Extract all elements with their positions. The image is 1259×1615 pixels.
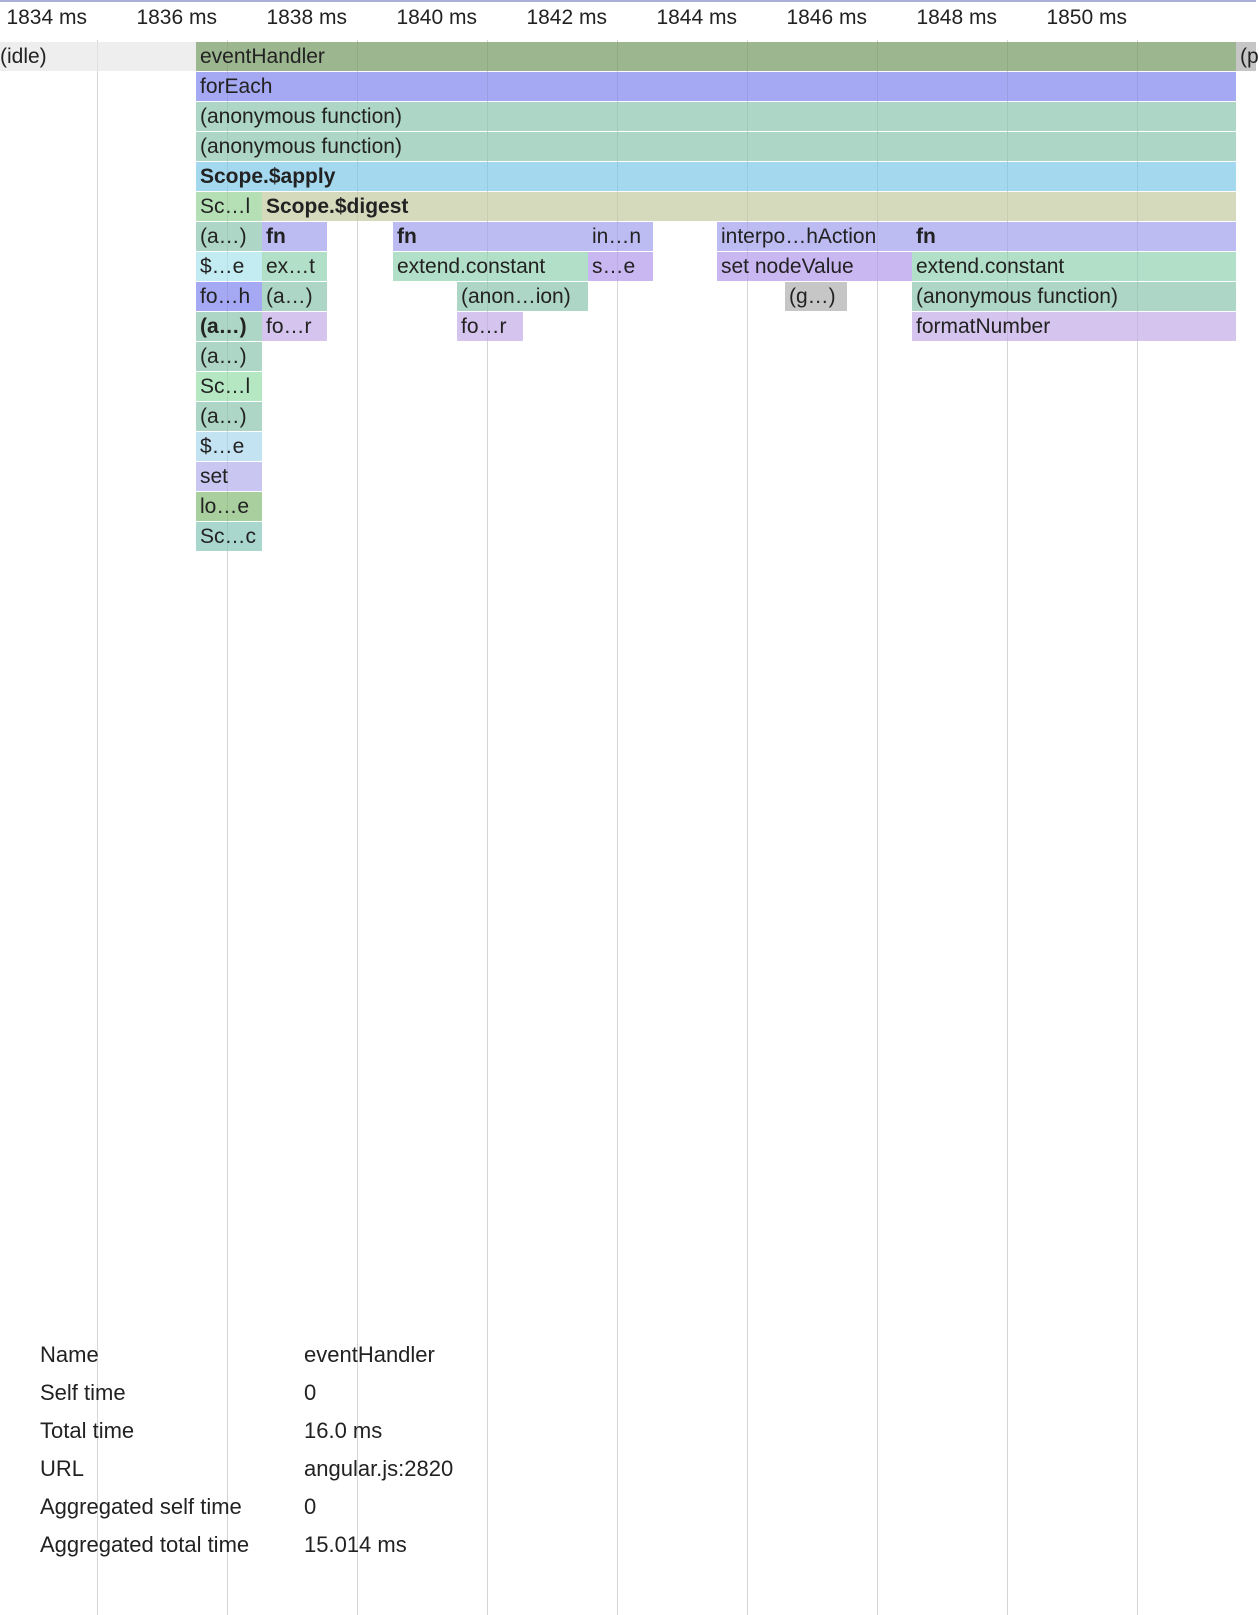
flame-frame[interactable]: (a…)	[196, 222, 262, 251]
detail-value: eventHandler	[304, 1342, 435, 1367]
flame-frame[interactable]: fn	[262, 222, 327, 251]
flame-frame[interactable]: Sc…c	[196, 522, 262, 551]
ruler-tick-label: 1850 ms	[1046, 6, 1127, 29]
flame-frame[interactable]: extend.constant	[393, 252, 588, 281]
detail-value: 0	[304, 1380, 317, 1405]
flame-frame[interactable]: (anonymous function)	[912, 282, 1236, 311]
detail-value: 0	[304, 1494, 317, 1519]
flame-frame[interactable]: (a…)	[196, 342, 262, 371]
flame-frame[interactable]: Scope.$apply	[196, 162, 1236, 191]
detail-label: URL	[40, 1456, 85, 1481]
flame-frame[interactable]: Sc…l	[196, 192, 262, 221]
flame-frame[interactable]: (anon…ion)	[457, 282, 588, 311]
flame-frame[interactable]: (anonymous function)	[196, 132, 1236, 161]
flame-frame[interactable]: (g…)	[785, 282, 847, 311]
flame-frame[interactable]: (anonymous function)	[196, 102, 1236, 131]
flame-frame[interactable]: (p	[1236, 42, 1256, 71]
flame-frame[interactable]: fn	[393, 222, 588, 251]
gridline-overlay	[487, 0, 488, 1615]
gridline-overlay	[1007, 0, 1008, 1615]
flame-frame[interactable]: s…e	[588, 252, 653, 281]
gridline-overlay	[877, 0, 878, 1615]
flame-frame[interactable]: (a…)	[196, 312, 262, 341]
detail-value: angular.js:2820	[304, 1456, 454, 1481]
ruler-tick-label: 1848 ms	[916, 6, 997, 29]
detail-label: Aggregated total time	[40, 1532, 250, 1557]
flame-frame[interactable]: (a…)	[262, 282, 327, 311]
flame-frame[interactable]: fo…r	[457, 312, 523, 341]
flame-frame[interactable]: forEach	[196, 72, 1236, 101]
flame-frame[interactable]: $…e	[196, 432, 262, 461]
ruler-tick-label: 1844 ms	[656, 6, 737, 29]
ruler-tick-label: 1842 ms	[526, 6, 607, 29]
flame-frame[interactable]: fo…h	[196, 282, 262, 311]
detail-value: 15.014 ms	[304, 1532, 407, 1557]
detail-row-name	[40, 1336, 453, 1374]
detail-row-self-time	[40, 1374, 453, 1412]
ruler-tick-label: 1834 ms	[6, 6, 87, 29]
gridline-overlay	[1137, 0, 1138, 1615]
flame-frame[interactable]: fo…r	[262, 312, 327, 341]
ruler-tick-label: 1836 ms	[136, 6, 217, 29]
flame-frame[interactable]: set nodeValue	[717, 252, 912, 281]
gridline-overlay	[747, 0, 748, 1615]
detail-label: Total time	[40, 1418, 135, 1443]
flame-frame[interactable]: Sc…l	[196, 372, 262, 401]
flame-frame[interactable]: formatNumber	[912, 312, 1236, 341]
flame-frame[interactable]: (a…)	[196, 402, 262, 431]
ruler-tick-label: 1840 ms	[396, 6, 477, 29]
flame-frame[interactable]: extend.constant	[912, 252, 1236, 281]
detail-label: Aggregated self time	[40, 1494, 242, 1519]
flame-frame[interactable]: Scope.$digest	[262, 192, 1236, 221]
flame-frame[interactable]: eventHandler	[196, 42, 1236, 71]
detail-label: Name	[40, 1342, 99, 1367]
flame-frame[interactable]: ex…t	[262, 252, 327, 281]
flame-frame[interactable]: interpo…hAction	[717, 222, 912, 251]
flame-frame[interactable]: lo…e	[196, 492, 262, 521]
detail-row-url	[40, 1450, 453, 1488]
flame-frame[interactable]: in…n	[588, 222, 653, 251]
flame-frame[interactable]: fn	[912, 222, 1236, 251]
timeline-ruler	[0, 0, 1256, 40]
detail-value: 16.0 ms	[304, 1418, 383, 1443]
detail-row-aggregated-self-time	[40, 1488, 453, 1526]
flame-frame[interactable]: $…e	[196, 252, 262, 281]
ruler-tick-label: 1838 ms	[266, 6, 347, 29]
gridline-overlay	[617, 0, 618, 1615]
detail-row-aggregated-total-time	[40, 1526, 453, 1564]
ruler-tick-label: 1846 ms	[786, 6, 867, 29]
flame-frame[interactable]: (idle)	[0, 42, 196, 71]
detail-label: Self time	[40, 1380, 126, 1405]
details-panel	[40, 1336, 453, 1564]
flame-frame[interactable]: set	[196, 462, 262, 491]
detail-row-total-time	[40, 1412, 453, 1450]
